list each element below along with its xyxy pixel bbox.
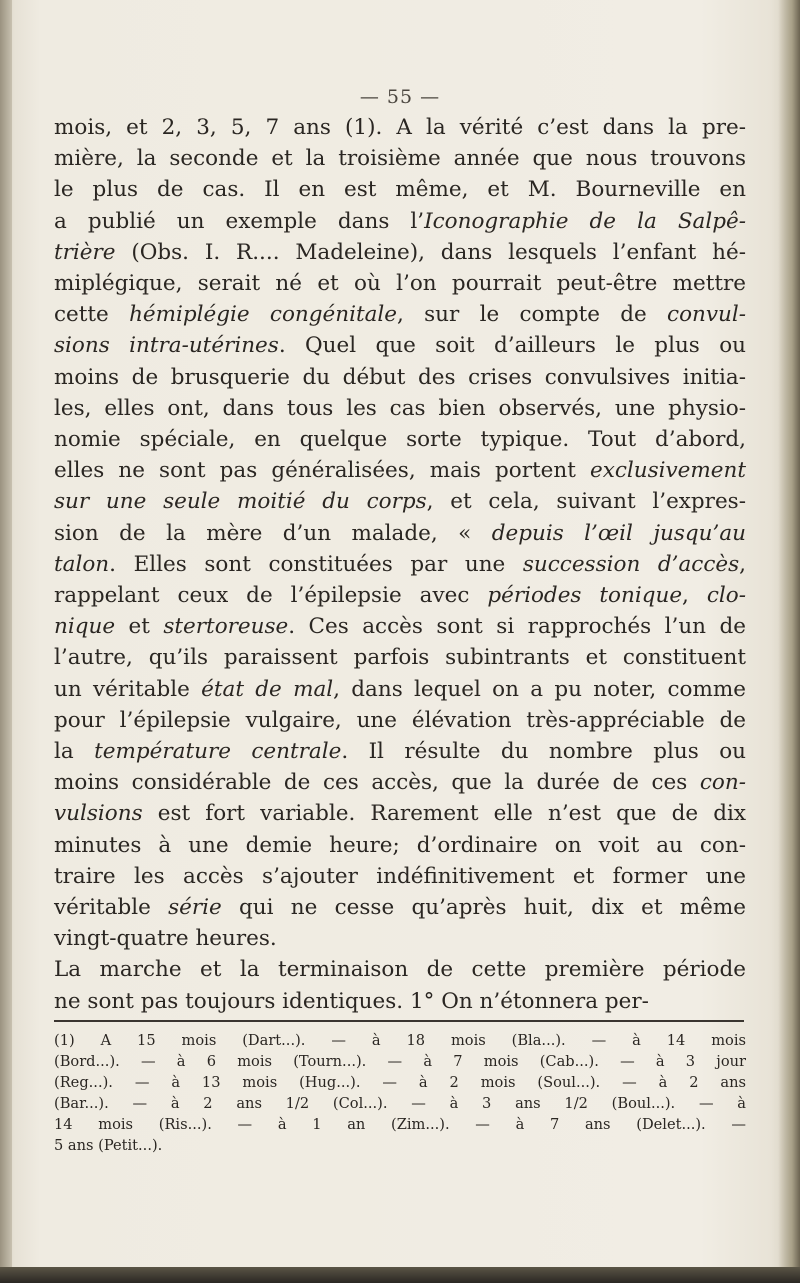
footnote-line: (Bord...). — à 6 mois (Tourn...). — à 7 mois (Cab...). — à 3 jour (54, 1053, 746, 1070)
text-run: qui ne cesse qu’après huit, dix et même (221, 895, 746, 921)
italic-text: depuis l’œil jusqu’au (491, 520, 746, 546)
text-line (54, 705, 746, 736)
text-line (54, 362, 746, 393)
text-run: moins de brusquerie du début des crises convulsives initia- (54, 364, 746, 390)
text-run: cette (54, 302, 130, 328)
italic-text: série (168, 895, 222, 921)
text-run: La marche et la terminaison de cette première période (54, 957, 746, 983)
text-run: traire les accès s’ajouter indéfinitivement et former une (54, 863, 746, 889)
scan-bottom-edge (0, 1267, 800, 1283)
text-line (54, 486, 746, 517)
text-line (54, 393, 746, 424)
footnote-line: 5 ans (Petit...). (54, 1137, 163, 1154)
italic-text: talon (54, 551, 110, 577)
text-line (54, 986, 746, 1017)
italic-text: stertoreuse (163, 614, 289, 640)
text-run: véritable (54, 895, 169, 921)
italic-text: sions intra-utérines (54, 333, 279, 359)
page-edge-shadow (778, 0, 800, 1283)
footnote-line: (Bar...). — à 2 ans 1/2 (Col...). — à 3 ans 1/2 (Boul...). — à (54, 1095, 746, 1112)
text-run: , (739, 551, 746, 577)
italic-text: état de mal (201, 676, 334, 702)
text-line (54, 642, 746, 673)
text-run: vingt-quatre heures. (54, 926, 277, 952)
text-run: la (54, 739, 95, 765)
text-line (54, 798, 746, 829)
text-run: (Obs. I. R.... Madeleine), dans lesquels l’enfant hé- (115, 239, 746, 265)
text-run: mois, et 2, 3, 5, 7 ans (1). A la vérité c’est dans la pre- (54, 115, 746, 140)
italic-text: clo- (706, 583, 746, 609)
italic-text: Iconographie de la Salpê- (424, 208, 746, 234)
text-line (54, 518, 746, 549)
text-run: l’autre, qu’ils paraissent parfois subintrants et constituent (54, 645, 746, 671)
footnote (54, 1030, 746, 1156)
text-run: . Quel que soit d’ailleurs le plus ou (278, 333, 746, 359)
text-run: nomie spéciale, en quelque sorte typique. Tout d’abord, (54, 427, 746, 453)
italic-text: exclusivement (590, 458, 746, 484)
binding-gutter (0, 0, 12, 1283)
text-run: moins considérable de ces accès, que la durée de ces (54, 770, 700, 796)
text-line (54, 736, 746, 767)
text-run: et (115, 614, 164, 640)
text-run: les, elles ont, dans tous les cas bien observés, une physio- (54, 395, 746, 421)
text-run: minutes à une demie heure; d’ordinaire on voit au con- (54, 832, 746, 858)
italic-text: con- (699, 770, 746, 796)
text-line (54, 674, 746, 705)
text-line (54, 923, 746, 954)
text-run: pour l’épilepsie vulgaire, une élévation très-appréciable de (54, 707, 746, 733)
text-line (54, 892, 746, 923)
text-line (54, 268, 746, 299)
text-run: ne sont pas toujours identiques. 1° On n’étonnera per- (54, 988, 649, 1014)
text-run: est fort variable. Rarement elle n’est que de dix (142, 801, 746, 827)
text-run: miplégique, serait né et où l’on pourrait peut-être mettre (54, 271, 746, 297)
text-line (54, 143, 746, 174)
text-line (54, 954, 746, 985)
text-line (54, 206, 746, 237)
italic-text: vulsions (54, 801, 143, 827)
text-run: . Elles sont constituées par une (109, 551, 523, 577)
text-line (54, 549, 746, 580)
footnote-line: 14 mois (Ris...). — à 1 an (Zim...). — à 7 ans (Delet...). — (54, 1116, 746, 1133)
text-line (54, 611, 746, 642)
italic-text: sur une seule moitié du corps (54, 489, 427, 515)
italic-text: succession d’accès (522, 551, 740, 577)
footnote-separator (54, 1020, 744, 1022)
text-run: , sur le compte de (397, 302, 668, 328)
italic-text: température centrale (94, 739, 342, 765)
text-line (54, 424, 746, 455)
page-number: — 55 — (359, 86, 441, 108)
text-line (54, 455, 746, 486)
text-line (54, 330, 746, 361)
text-line (54, 580, 746, 611)
text-line (54, 112, 746, 143)
text-run: , dans lequel on a pu noter, comme (333, 676, 746, 702)
text-line (54, 861, 746, 892)
text-run: elles ne sont pas généralisées, mais portent (54, 458, 590, 484)
italic-text: nique (54, 614, 116, 640)
text-line (54, 830, 746, 861)
text-run: le plus de cas. Il en est même, et M. Bourneville en (54, 177, 746, 203)
footnote-line: (1) A 15 mois (Dart...). — à 18 mois (Bla...). — à 14 mois (54, 1032, 746, 1049)
text-run: sion de la mère d’un malade, « (54, 520, 492, 546)
text-run: un véritable (54, 676, 202, 702)
text-run: rappelant ceux de l’épilepsie avec (54, 583, 488, 609)
text-run: . Ces accès sont si rapprochés l’un de (288, 614, 746, 640)
text-run: , et cela, suivant l’expres- (426, 489, 746, 515)
text-line (54, 237, 746, 268)
text-run: . Il résulte du nombre plus ou (341, 739, 746, 765)
text-run: a publié un exemple dans l’ (54, 208, 425, 234)
text-line (54, 174, 746, 205)
italic-text: convul- (667, 302, 746, 328)
text-run: , (682, 583, 707, 609)
footnote-line: (Reg...). — à 13 mois (Hug...). — à 2 mois (Soul...). — à 2 ans (54, 1074, 746, 1091)
italic-text: trière (54, 239, 116, 265)
text-line (54, 767, 746, 798)
italic-text: périodes tonique (487, 583, 683, 609)
text-run: mière, la seconde et la troisième année que nous trouvons (54, 146, 746, 172)
italic-text: hémiplégie congénitale (129, 302, 398, 328)
main-text (54, 112, 746, 1017)
text-line (54, 299, 746, 330)
